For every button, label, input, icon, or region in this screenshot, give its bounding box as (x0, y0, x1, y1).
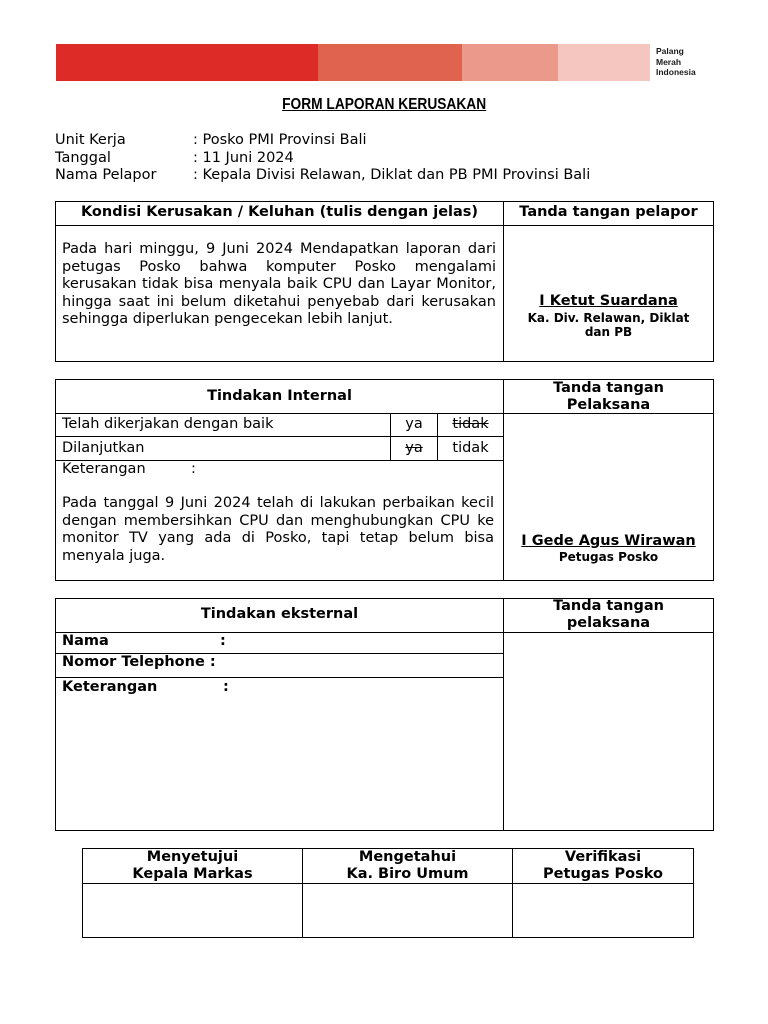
page-title: FORM LAPORAN KERUSAKAN (282, 96, 487, 113)
header-bar-red (56, 44, 318, 81)
internal-signer-name: I Gede Agus Wirawan (521, 533, 696, 549)
meta-row-unit: Unit Kerja : Posko PMI Provinsi Bali (55, 132, 367, 148)
row-continue-yes: ya (405, 440, 423, 456)
eksternal-note-label: Keterangan (62, 679, 158, 695)
row-continue-no: tidak (452, 440, 489, 456)
report-meta (55, 132, 590, 185)
internal-note-label: Keterangan (62, 461, 146, 477)
eksternal-sign-header: Tanda tangan pelaksana (553, 598, 664, 631)
header-bar-coral (318, 44, 462, 81)
row-done-label: Telah dikerjakan dengan baik (62, 416, 274, 432)
meta-row-reporter: Nama Pelapor : Kepala Divisi Relawan, Diklat dan PB PMI Provinsi Bali (55, 167, 591, 183)
internal-signer-role: Petugas Posko (558, 550, 659, 564)
internal-note-colon: : (191, 461, 196, 477)
header-bar-salmon (462, 44, 558, 81)
kondisi-text: Pada hari minggu, 9 Juni 2024 Mendapatkan laporan dari petugas Posko bahwa komputer Posko mengalami kerusakan tidak bisa menyala baik CPU dan Layar Monitor, hingga saat ini belum diketahui penyebab dari kerusakan sehingga diperlukan pengecekan lebih lanjut. (62, 241, 496, 327)
kondisi-signer-name: I Ketut Suardana (539, 293, 678, 309)
eksternal-name-label: Nama (62, 633, 109, 649)
row-done-no: tidak (452, 416, 489, 432)
approval-verifier: Verifikasi Petugas Posko (543, 849, 663, 882)
kondisi-signer-role: Ka. Div. Relawan, Diklat dan PB (527, 311, 690, 339)
header-bar-pink (558, 44, 650, 81)
eksternal-header: Tindakan eksternal (200, 606, 359, 622)
internal-header: Tindakan Internal (207, 388, 352, 404)
row-continue-label: Dilanjutkan (62, 440, 145, 456)
internal-sign-header: Tanda tangan Pelaksana (553, 380, 664, 413)
internal-note-text: Pada tanggal 9 Juni 2024 telah di lakukan perbaikan kecil dengan membersihkan CPU dan menghubungkan CPU ke monitor TV yang ada di Posko, tapi tetap belum bisa menyala juga. (62, 495, 494, 564)
row-done-yes: ya (405, 416, 423, 432)
kondisi-sign-header: Tanda tangan pelapor (519, 204, 698, 220)
pmi-logo: Palang Merah Indonesia (656, 46, 696, 77)
approval-approver: Menyetujui Kepala Markas (132, 849, 253, 882)
eksternal-note-colon: : (223, 679, 229, 695)
kondisi-header: Kondisi Kerusakan / Keluhan (tulis dengan jelas) (80, 204, 479, 220)
eksternal-name-colon: : (220, 633, 226, 649)
meta-row-date: Tanggal : 11 Juni 2024 (55, 149, 294, 166)
approval-acknowledger: Mengetahui Ka. Biro Umum (346, 849, 469, 882)
eksternal-phone-label: Nomor Telephone : (62, 654, 216, 670)
